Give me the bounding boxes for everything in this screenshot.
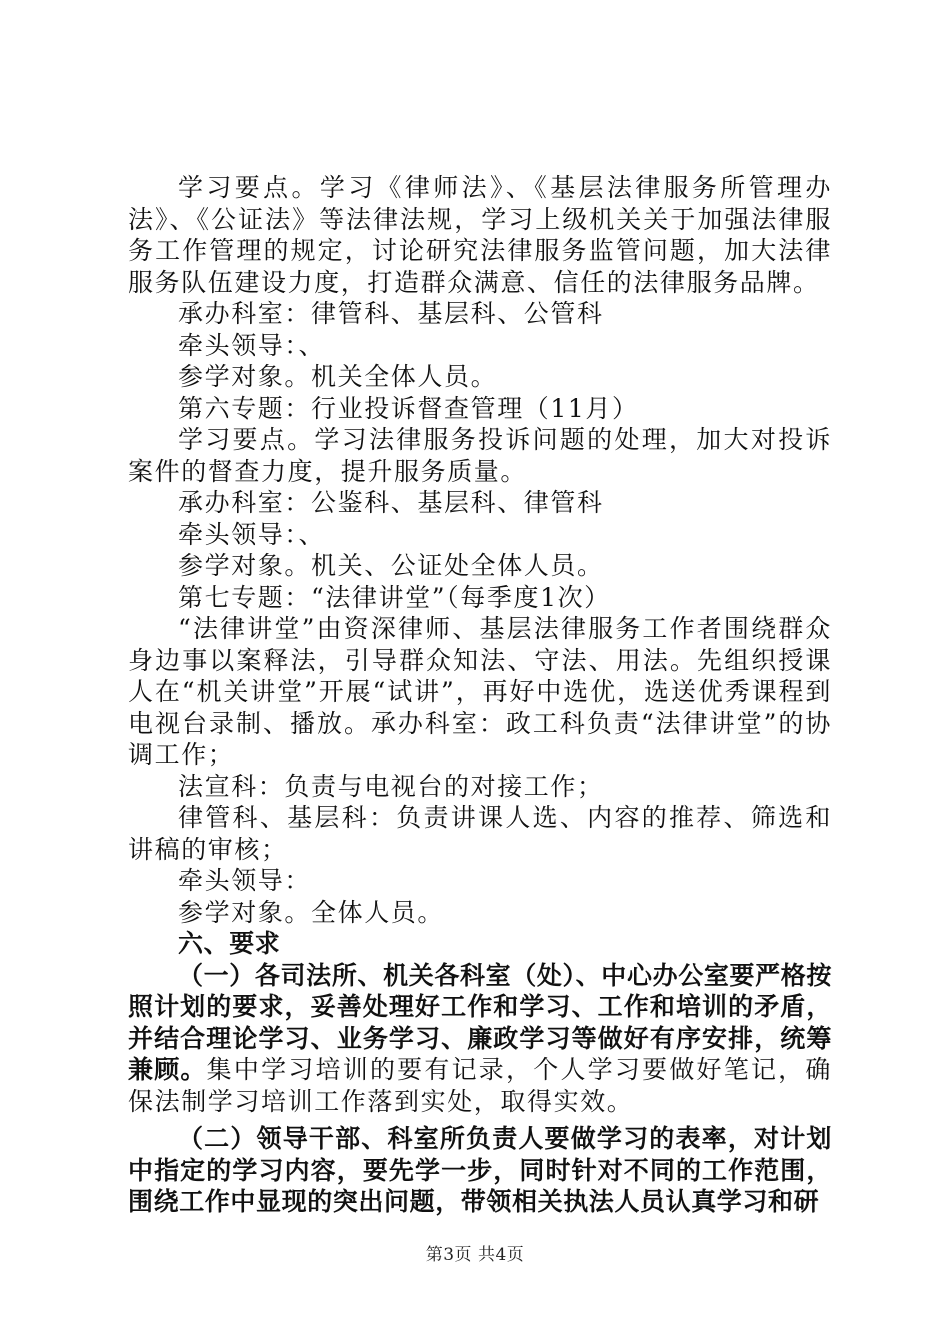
heading-topic-7: 第七专题：“法律讲堂”（每季度1次） [178,582,611,612]
paragraph-leader-5: 牵头领导：、 [178,330,326,360]
page-footer: 第3页 共4页 [425,1245,525,1265]
paragraph-leader-7: 牵头领导： [178,866,312,895]
paragraph-participants-5: 参学对象。机关全体人员。 [178,362,498,391]
paragraph-requirement-2: （二）领导干部、科室所负责人要做学习的表率，对计划中指定的学习内容，要先学一步，同时针对不同的工作范围，围绕工作中显现的突出问题，带领相关执法人员认真学习和研 [128,1124,832,1216]
paragraph-participants-6: 参学对象。机关、公证处全体人员。 [178,551,604,580]
paragraph-requirement-1 [128,960,832,1118]
heading-topic-6: 第六专题：行业投诉督查管理（11月） [178,393,639,423]
paragraph-office-5: 承办科室：律管科、基层科、公管科 [178,299,604,328]
heading-requirements: 六、要求 [178,929,281,958]
requirement-1-normal-text: 集中学习培训的要有记录，个人学习要做好笔记，确保法制学习培训工作落到实处，取得实效。 [128,1055,832,1116]
paragraph-lawyer-grassroots-office: 律管科、基层科：负责讲课人选、内容的推荐、筛选和讲稿的审核； [128,803,832,864]
paragraph-study-points-5: 学习要点。学习《律师法》、《基层法律服务所管理办法》、《公证法》等法律法规，学习上级机关关于加强法律服务工作管理的规定，讨论研究法律服务监管问题，加大法律服务队伍建设力度，打造群众满意、信任的法律服务品牌。 [128,173,832,297]
paragraph-office-6: 承办科室：公鉴科、基层科、律管科 [178,488,604,517]
paragraph-participants-7: 参学对象。全体人员。 [178,897,445,927]
document-body [128,172,832,1218]
requirement-1-bold-text: （一）各司法所、机关各科室（处）、中心办公室要严格按照计划的要求，妥善处理好工作和学习、工作和培训的矛盾，并结合理论学习、业务学习、廉政学习等做好有序安排，统筹兼顾。 [128,960,832,1084]
paragraph-study-points-6: 学习要点。学习法律服务投诉问题的处理，加大对投诉案件的督查力度，提升服务质量。 [128,425,832,486]
paragraph-publicity-office: 法宣科：负责与电视台的对接工作； [178,771,604,801]
paragraph-leader-6: 牵头领导：、 [178,519,326,549]
paragraph-law-lecture: “法律讲堂”由资深律师、基层法律服务工作者围绕群众身边事以案释法，引导群众知法、守法、用法。先组织授课人在“机关讲堂”开展“试讲”，再好中选优，选送优秀课程到电视台录制、播放。承办科室：政工科负责“法律讲堂”的协调工作； [128,614,832,769]
